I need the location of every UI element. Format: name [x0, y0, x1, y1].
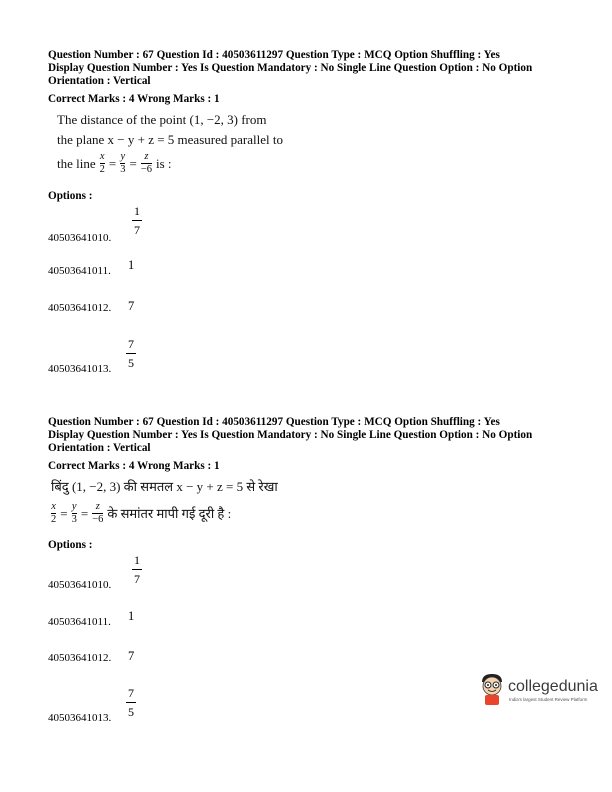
question-text-line: The distance of the point (1, −2, 3) from	[57, 112, 267, 127]
collegedunia-logo	[478, 672, 600, 708]
question-meta-line: Question Number : 67 Question Id : 40503611297 Question Type : MCQ Option Shuffling : Yes	[48, 49, 500, 61]
mascot-icon	[478, 672, 506, 706]
option-id: 40503641012.	[48, 652, 112, 664]
question-meta-line: Question Number : 67 Question Id : 40503611297 Question Type : MCQ Option Shuffling : Yes	[48, 416, 500, 428]
logo-wordmark: collegedunia	[508, 678, 598, 695]
option-id: 40503641010.	[48, 579, 112, 591]
fraction-z: $\frac{z}{-6}$	[92, 501, 104, 525]
question-meta-line: Display Question Number : Yes Is Question Mandatory : No Single Line Question Option : No Option	[48, 429, 533, 441]
option-value: 7	[128, 649, 135, 663]
equals-sign: =	[108, 156, 117, 171]
option-value-fraction: 7 5	[128, 686, 134, 719]
option-value: 7	[128, 299, 135, 313]
question-line-equation	[57, 152, 172, 175]
logo-tagline: India's largest Student Review Platform	[509, 697, 588, 702]
option-value-fraction: 7 5	[128, 337, 134, 370]
option-id: 40503641013.	[48, 712, 112, 724]
option-value-fraction: 1 7	[134, 553, 140, 586]
option-value-fraction: 1 7	[134, 204, 140, 237]
question-text-fragment: the line	[57, 156, 96, 171]
equals-sign: =	[129, 156, 137, 171]
question-line-equation	[51, 502, 231, 525]
option-id: 40503641011.	[48, 265, 111, 277]
option-id: 40503641013.	[48, 363, 112, 375]
options-label: Options :	[48, 539, 93, 551]
marks-line: Correct Marks : 4 Wrong Marks : 1	[48, 93, 220, 105]
fraction-y: $\frac{y}{3}$	[120, 151, 126, 175]
options-label: Options :	[48, 190, 93, 202]
option-id: 40503641012.	[48, 302, 112, 314]
fraction-x: $\frac{x}{2}$	[51, 501, 57, 525]
question-meta-line: Orientation : Vertical	[48, 442, 151, 454]
question-meta-line: Display Question Number : Yes Is Question Mandatory : No Single Line Question Option : No Option	[48, 62, 533, 74]
option-value: 1	[128, 609, 135, 623]
fraction-y: $\frac{y}{3}$	[71, 501, 77, 525]
question-text-line: the plane x − y + z = 5 measured parallel to	[57, 132, 283, 147]
option-value: 1	[128, 258, 135, 272]
question-text-line: बिंदु (1, −2, 3) की समतल x − y + z = 5 से रेखा	[51, 479, 278, 494]
question-text-fragment: is :	[156, 156, 172, 171]
equals-sign: =	[60, 506, 68, 521]
option-id: 40503641010.	[48, 232, 112, 244]
marks-line: Correct Marks : 4 Wrong Marks : 1	[48, 460, 220, 472]
question-meta-line: Orientation : Vertical	[48, 75, 151, 87]
option-id: 40503641011.	[48, 616, 111, 628]
question-text-fragment: के समांतर मापी गई दूरी है :	[107, 506, 232, 521]
fraction-z: $\frac{z}{-6}$	[140, 151, 152, 175]
fraction-x: $\frac{x}{2}$	[99, 151, 105, 175]
equals-sign: =	[80, 506, 89, 521]
